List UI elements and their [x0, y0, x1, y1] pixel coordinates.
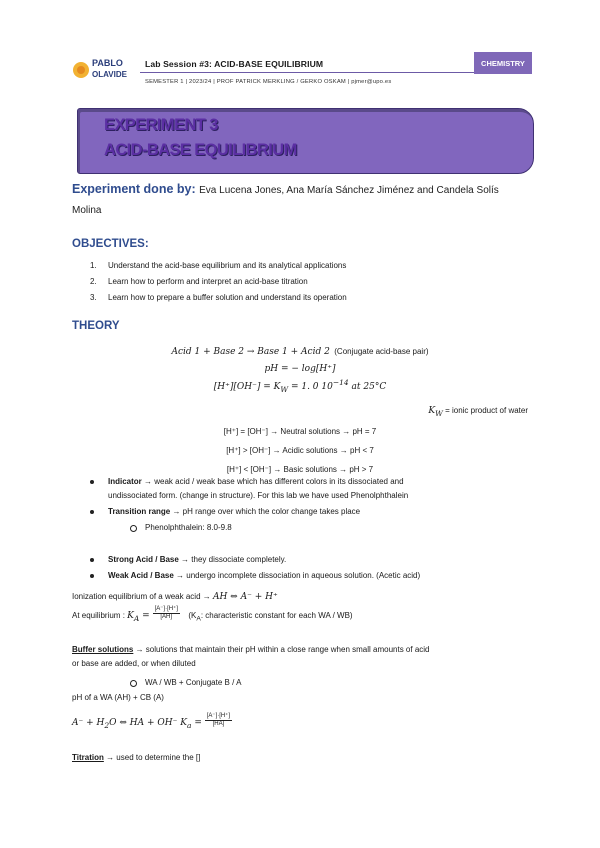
theory-heading: THEORY	[72, 320, 120, 332]
buffer-bullet: WA / WB + Conjugate B / A	[145, 676, 241, 690]
neutral-condition: [H⁺] = [OH⁻] → Neutral solutions → pH = 7	[223, 427, 377, 436]
indicator-bullet: Indicator → weak acid / weak base which has different colors in its dissociated and undissociated form. (change in structure). For this lab we have used Phenolphthalein	[108, 475, 538, 503]
titration-line: Titration → used to determine the []	[72, 753, 201, 762]
equation-ph: pH = − log[H⁺]	[264, 364, 336, 374]
semester-line: SEMESTER 1 | 2023/24 | PROF PATRICK MERKLING / GERKO OSKAM | pjmer@upo.es	[145, 79, 392, 85]
lab-title: Lab Session #3: ACID-BASE EQUILIBRIUM	[145, 59, 324, 69]
list-item: 3. Learn how to prepare a buffer solution and understand its operation	[90, 293, 347, 302]
strong-acid-bullet: Strong Acid / Base → they dissociate completely.	[108, 553, 286, 567]
phenolphthalein-bullet: Phenolphthalein: 8.0-9.8	[145, 521, 232, 535]
logo-text-bottom: OLAVIDE	[92, 70, 127, 79]
authors-block	[72, 180, 532, 220]
list-item: 2. Learn how to perform and interpret an acid-base titration	[90, 277, 308, 286]
header-divider	[140, 72, 527, 73]
equilibrium-line: At equilibrium : $K_A$ = $\frac{[A^-]\cdot[H^+]}{[AH]}$ ($K_A$: characteristic constant for each WA / WB)	[72, 606, 353, 623]
ionization-line: Ionization equilibrium of a weak acid → AH ⇔ A⁻ + H⁺	[72, 592, 278, 602]
kw-definition: $K_W$ = ionic product of water	[428, 406, 528, 418]
basic-condition: [H⁺] < [OH⁻] → Basic solutions → pH > 7	[226, 465, 374, 474]
hydrolysis-equation: $A^- + H_2O$ ⇔ HA + OH⁻ $K_a$ = $\frac{[A^-]\cdot[H^+]}{[HA]}$	[72, 713, 231, 730]
ka2-fraction: $\frac{[A^-]\cdot[H^+]}{[HA]}$	[206, 713, 231, 728]
list-item: 1. Understand the acid-base equilibrium and its analytical applications	[90, 261, 347, 270]
logo-text-top: PABLO	[92, 58, 123, 68]
objectives-list	[90, 258, 347, 306]
transition-bullet: Transition range → pH range over which the color change takes place	[108, 505, 360, 519]
authors-names-line1: Eva Lucena Jones, Ana María Sánchez Jiménez and Candela Solís	[199, 185, 499, 196]
ka-fraction: $\frac{[A^-]\cdot[H^+]}{[AH]}$	[154, 606, 178, 621]
acidic-condition: [H⁺] > [OH⁻] → Acidic solutions → pH < 7	[226, 446, 374, 455]
university-logo	[72, 52, 130, 84]
banner-title-line2: ACID-BASE EQUILIBRIUM	[104, 141, 297, 159]
weak-acid-bullet: Weak Acid / Base → undergo incomplete dissociation in aqueous solution. (Acetic acid)	[108, 569, 420, 583]
buffer-definition: Buffer solutions → solutions that maintain their pH within a close range when small amounts of acid or base are added, or when diluted	[72, 645, 430, 668]
banner-title-line1: EXPERIMENT 3	[104, 116, 218, 134]
subject-tag: CHEMISTRY	[474, 52, 532, 74]
ph-wa-line: pH of a WA (AH) + CB (A)	[72, 693, 164, 702]
equation-kw: $[H^+][OH^-] = K_W = 1$. 0 $10^{-14}$ at 25°C	[213, 378, 387, 394]
objectives-heading: OBJECTIVES:	[72, 238, 149, 250]
equation-acid-base-pair: Acid 1 + Base 2 → Base 1 + Acid 2 (Conjugate acid-base pair)	[171, 347, 429, 357]
authors-names-line2: Molina	[72, 205, 102, 216]
authors-label: Experiment done by:	[72, 182, 196, 196]
